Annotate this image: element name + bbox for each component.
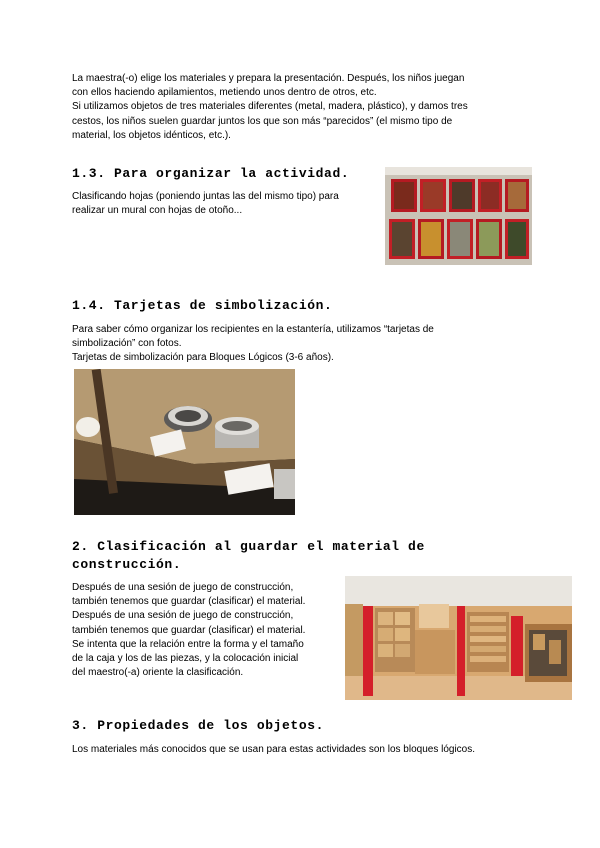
photo-construction-blocks — [345, 576, 572, 700]
text-line: realizar un mural con hojas de otoño... — [72, 205, 243, 217]
section-1-3-paragraph — [72, 190, 339, 218]
heading-2-line: construcción. — [72, 557, 182, 572]
photo-leaf-trays-image — [385, 167, 532, 265]
text-line: del maestro(-a) oriente la clasificación. — [72, 667, 244, 679]
text-line: Los materiales más conocidos que se usan para estas actividades son los bloques lógicos. — [72, 744, 476, 755]
heading-2-line: 2. Clasificación al guardar el material de — [72, 539, 425, 554]
text-line: material, los objetos idénticos, etc.). — [72, 129, 231, 141]
text-line: también tenemos que guardar (clasificar) el material. — [72, 596, 306, 608]
text-line: Tarjetas de simbolización para Bloques Lógicos (3-6 años). — [72, 352, 334, 364]
section-3-paragraph — [72, 743, 475, 757]
photo-construction-blocks-image — [345, 576, 572, 700]
text-line: cestos, los niños suelen guardar juntos los que son más “parecidos” (el mismo tipo de — [72, 115, 453, 127]
photo-symbolization-cards — [74, 369, 295, 515]
heading-1-3: 1.3. Para organizar la actividad. — [72, 166, 350, 181]
heading-3: 3. Propiedades de los objetos. — [72, 718, 325, 733]
text-line: de la caja y los de las piezas, y la colocación inicial — [72, 653, 299, 665]
text-line: Después de una sesión de juego de construcción, — [72, 610, 294, 622]
text-line: Para saber cómo organizar los recipientes en la estantería, utilizamos “tarjetas de — [72, 324, 434, 335]
heading-2 — [72, 538, 425, 574]
text-line: con ellos haciendo apilamientos, metiendo unos dentro de otros, etc. — [72, 87, 377, 99]
section-2-paragraph — [72, 581, 305, 680]
text-line: también tenemos que guardar (clasificar) el material. — [72, 624, 306, 636]
section-1-4-paragraph — [72, 323, 434, 366]
photo-leaf-trays — [385, 167, 532, 265]
heading-1-4: 1.4. Tarjetas de simbolización. — [72, 298, 333, 313]
photo-symbolization-cards-image — [74, 369, 295, 515]
text-line: Se intenta que la relación entre la forma y el tamaño — [72, 638, 304, 650]
text-line: Clasificando hojas (poniendo juntas las del mismo tipo) para — [72, 191, 339, 202]
text-line: Después de una sesión de juego de construcción, — [72, 582, 294, 593]
intro-paragraph — [72, 72, 468, 143]
text-line: Si utilizamos objetos de tres materiales diferentes (metal, madera, plástico), y damos tres — [72, 101, 468, 113]
text-line: La maestra(-o) elige los materiales y prepara la presentación. Después, los niños juegan — [72, 73, 465, 84]
text-line: simbolización” con fotos. — [72, 338, 182, 350]
